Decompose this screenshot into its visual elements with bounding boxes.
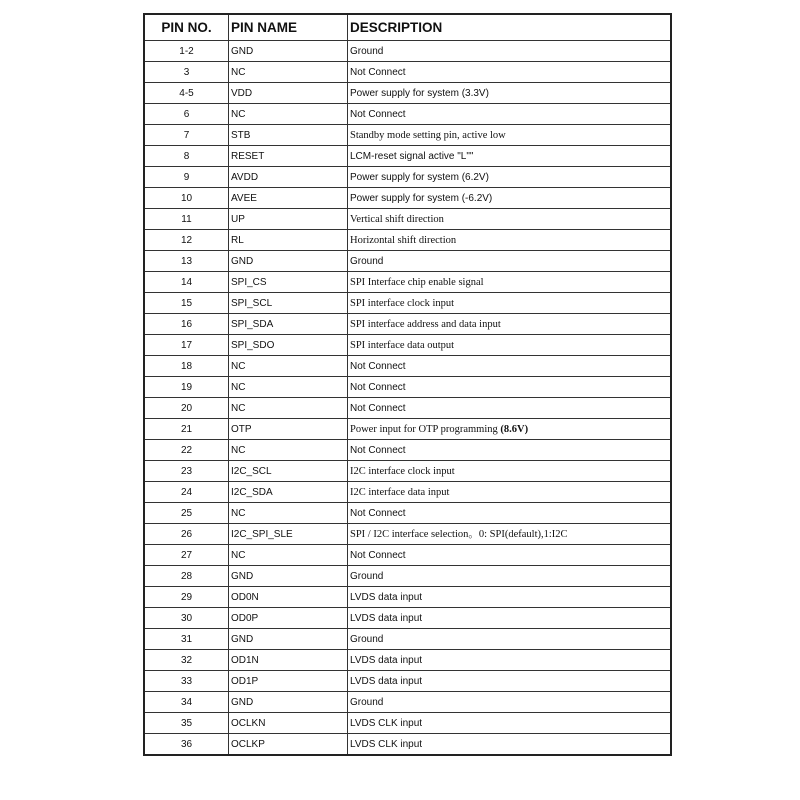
table-row xyxy=(144,314,671,335)
pin-number: 34 xyxy=(144,692,229,713)
pin-number: 4-5 xyxy=(144,83,229,104)
pin-number: 19 xyxy=(144,377,229,398)
pin-name: UP xyxy=(229,209,348,230)
description-text: Power supply for system (6.2V) xyxy=(350,171,489,183)
pin-name: I2C_SCL xyxy=(229,461,348,482)
pin-number: 9 xyxy=(144,167,229,188)
table-row xyxy=(144,83,671,104)
table-row xyxy=(144,503,671,524)
pin-name: GND xyxy=(229,629,348,650)
pin-number: 36 xyxy=(144,734,229,756)
description-text: LVDS CLK input xyxy=(350,717,423,729)
pin-description xyxy=(348,335,672,356)
pin-description xyxy=(348,440,672,461)
table-row xyxy=(144,377,671,398)
pin-description xyxy=(348,650,672,671)
description-text: Not Connect xyxy=(350,66,406,78)
pin-description xyxy=(348,104,672,125)
pin-name: OTP xyxy=(229,419,348,440)
pin-number: 13 xyxy=(144,251,229,272)
pin-name: GND xyxy=(229,251,348,272)
pin-description xyxy=(348,377,672,398)
table-row xyxy=(144,566,671,587)
description-text: LCM-reset signal active "L"" xyxy=(350,150,474,162)
description-text: LVDS data input xyxy=(350,654,423,666)
pin-number: 32 xyxy=(144,650,229,671)
description-text: Not Connect xyxy=(350,444,406,456)
table-row xyxy=(144,356,671,377)
pin-number: 17 xyxy=(144,335,229,356)
pin-description xyxy=(348,713,672,734)
table-row xyxy=(144,671,671,692)
table-row xyxy=(144,293,671,314)
table-row xyxy=(144,272,671,293)
table-row xyxy=(144,629,671,650)
pin-number: 31 xyxy=(144,629,229,650)
description-text: SPI interface clock input xyxy=(350,297,455,309)
pin-number: 25 xyxy=(144,503,229,524)
description-text: I2C interface data input xyxy=(350,486,450,498)
description-text: SPI / I2C interface selection。0: SPI(default),1:I2C xyxy=(350,528,568,540)
pin-name: SPI_CS xyxy=(229,272,348,293)
pin-number: 8 xyxy=(144,146,229,167)
pin-number: 28 xyxy=(144,566,229,587)
description-text: LVDS data input xyxy=(350,591,423,603)
description-text: I2C interface clock input xyxy=(350,465,455,477)
description-text: Standby mode setting pin, active low xyxy=(350,129,506,141)
table-row xyxy=(144,125,671,146)
pin-name: SPI_SCL xyxy=(229,293,348,314)
pin-number: 22 xyxy=(144,440,229,461)
table-row xyxy=(144,734,671,756)
pin-number: 29 xyxy=(144,587,229,608)
pin-description xyxy=(348,293,672,314)
pin-name: AVEE xyxy=(229,188,348,209)
pin-description xyxy=(348,398,672,419)
header-description: DESCRIPTION xyxy=(348,14,672,41)
pin-description xyxy=(348,566,672,587)
pin-number: 16 xyxy=(144,314,229,335)
pin-number: 10 xyxy=(144,188,229,209)
pin-description xyxy=(348,188,672,209)
description-text: Power input for OTP programming xyxy=(350,423,501,435)
description-text: Not Connect xyxy=(350,549,406,561)
pin-name: GND xyxy=(229,692,348,713)
table-row xyxy=(144,335,671,356)
pin-name: GND xyxy=(229,566,348,587)
description-bold-text: (8.6V) xyxy=(500,423,529,435)
description-text: Not Connect xyxy=(350,381,406,393)
pin-name: NC xyxy=(229,104,348,125)
pin-name: SPI_SDO xyxy=(229,335,348,356)
description-text: Not Connect xyxy=(350,360,406,372)
pin-name: I2C_SDA xyxy=(229,482,348,503)
pin-name: NC xyxy=(229,398,348,419)
description-text: Ground xyxy=(350,255,384,267)
description-text: LVDS CLK input xyxy=(350,738,423,750)
table-row xyxy=(144,713,671,734)
pin-table xyxy=(143,13,672,756)
table-row xyxy=(144,62,671,83)
pin-name: AVDD xyxy=(229,167,348,188)
pin-name: NC xyxy=(229,377,348,398)
pin-number: 26 xyxy=(144,524,229,545)
pin-description xyxy=(348,230,672,251)
pin-description xyxy=(348,461,672,482)
pin-number: 35 xyxy=(144,713,229,734)
table-row xyxy=(144,104,671,125)
description-text: Not Connect xyxy=(350,402,406,414)
description-text: Horizontal shift direction xyxy=(350,234,457,246)
pin-description xyxy=(348,587,672,608)
table-row xyxy=(144,545,671,566)
table-row xyxy=(144,251,671,272)
pin-description xyxy=(348,314,672,335)
pin-description xyxy=(348,671,672,692)
table-row xyxy=(144,230,671,251)
pin-name: OCLKP xyxy=(229,734,348,756)
pin-description xyxy=(348,356,672,377)
pin-number: 30 xyxy=(144,608,229,629)
pin-name: NC xyxy=(229,440,348,461)
description-text: Vertical shift direction xyxy=(350,213,444,225)
pin-name: OD0P xyxy=(229,608,348,629)
table-row xyxy=(144,524,671,545)
pin-number: 24 xyxy=(144,482,229,503)
pin-number: 7 xyxy=(144,125,229,146)
table-row xyxy=(144,692,671,713)
pin-description xyxy=(348,503,672,524)
pin-description xyxy=(348,251,672,272)
pin-description xyxy=(348,545,672,566)
table-row xyxy=(144,650,671,671)
description-text: Ground xyxy=(350,633,384,645)
pin-name: I2C_SPI_SLE xyxy=(229,524,348,545)
pin-description xyxy=(348,419,672,440)
pin-name: NC xyxy=(229,503,348,524)
table-row xyxy=(144,41,671,62)
table-row xyxy=(144,188,671,209)
description-text: SPI Interface chip enable signal xyxy=(350,276,484,288)
pin-number: 21 xyxy=(144,419,229,440)
header-row xyxy=(144,14,671,41)
pin-description xyxy=(348,62,672,83)
pin-number: 15 xyxy=(144,293,229,314)
pin-name: OCLKN xyxy=(229,713,348,734)
pin-description xyxy=(348,692,672,713)
table-row xyxy=(144,608,671,629)
header-pin-no: PIN NO. xyxy=(144,14,229,41)
pin-name: OD1N xyxy=(229,650,348,671)
pin-name: SPI_SDA xyxy=(229,314,348,335)
pin-name: NC xyxy=(229,356,348,377)
description-text: LVDS data input xyxy=(350,612,423,624)
table-row xyxy=(144,587,671,608)
table-row xyxy=(144,167,671,188)
pin-description xyxy=(348,482,672,503)
pin-name: RESET xyxy=(229,146,348,167)
pin-description xyxy=(348,209,672,230)
pin-description xyxy=(348,125,672,146)
table-row xyxy=(144,146,671,167)
pin-description xyxy=(348,629,672,650)
pin-description xyxy=(348,167,672,188)
description-text: Power supply for system (3.3V) xyxy=(350,87,489,99)
description-text: Not Connect xyxy=(350,507,406,519)
table-row xyxy=(144,419,671,440)
pin-description xyxy=(348,41,672,62)
description-text: Ground xyxy=(350,570,384,582)
table-row xyxy=(144,461,671,482)
pin-number: 11 xyxy=(144,209,229,230)
pin-description xyxy=(348,146,672,167)
description-text: SPI interface address and data input xyxy=(350,318,501,330)
pin-number: 18 xyxy=(144,356,229,377)
pin-description xyxy=(348,272,672,293)
pin-number: 20 xyxy=(144,398,229,419)
description-text: Ground xyxy=(350,45,384,57)
table-row xyxy=(144,398,671,419)
pin-name: OD1P xyxy=(229,671,348,692)
pin-number: 33 xyxy=(144,671,229,692)
pin-number: 23 xyxy=(144,461,229,482)
pin-description xyxy=(348,608,672,629)
description-text: LVDS data input xyxy=(350,675,423,687)
pin-number: 6 xyxy=(144,104,229,125)
pin-name: RL xyxy=(229,230,348,251)
pin-number: 14 xyxy=(144,272,229,293)
description-text: Not Connect xyxy=(350,108,406,120)
table-row xyxy=(144,440,671,461)
pin-number: 1-2 xyxy=(144,41,229,62)
description-text: SPI interface data output xyxy=(350,339,455,351)
pin-number: 27 xyxy=(144,545,229,566)
table-row xyxy=(144,482,671,503)
pin-description xyxy=(348,83,672,104)
pin-name: OD0N xyxy=(229,587,348,608)
table-row xyxy=(144,209,671,230)
pin-description xyxy=(348,524,672,545)
description-text: Power supply for system (-6.2V) xyxy=(350,192,493,204)
pin-name: GND xyxy=(229,41,348,62)
pin-name: VDD xyxy=(229,83,348,104)
description-text: Ground xyxy=(350,696,384,708)
pin-description xyxy=(348,734,672,756)
pin-name: NC xyxy=(229,62,348,83)
pin-number: 3 xyxy=(144,62,229,83)
pin-number: 12 xyxy=(144,230,229,251)
pin-name: STB xyxy=(229,125,348,146)
header-pin-name: PIN NAME xyxy=(229,14,348,41)
pin-name: NC xyxy=(229,545,348,566)
